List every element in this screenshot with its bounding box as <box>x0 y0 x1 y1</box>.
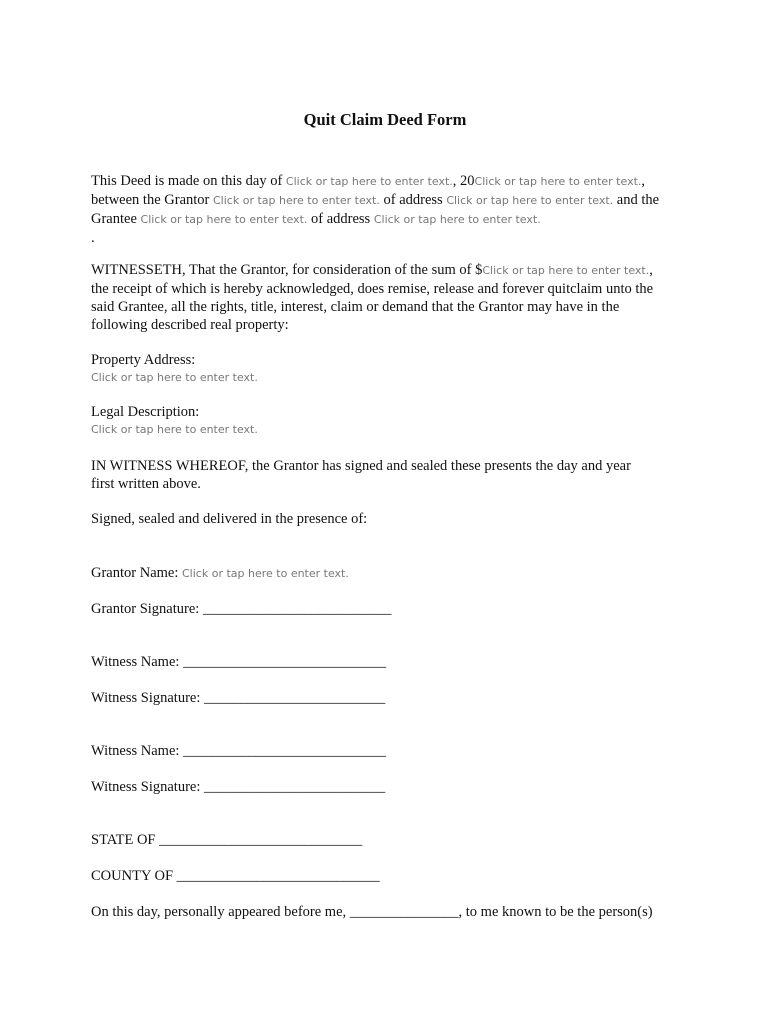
witnesseth-text: WITNESSETH, That the Grantor, for consideration of the sum of $ <box>91 262 483 278</box>
consideration-amount-field[interactable]: Click or tap here to enter text. <box>482 264 650 277</box>
grantor-signature-line: Grantor Signature: __________________________ <box>91 601 392 617</box>
in-witness-line-2: first written above. <box>91 476 201 492</box>
in-witness-line-1: IN WITNESS WHEREOF, the Grantor has signed and sealed these presents the day and year <box>91 458 631 474</box>
day-field[interactable]: Click or tap here to enter text. <box>285 175 453 188</box>
legal-description-section <box>91 403 691 439</box>
signed-sealed-text: Signed, sealed and delivered in the presence of: <box>91 511 368 527</box>
witnesseth-line-4: following described real property: <box>91 317 289 333</box>
intro-text: between the Grantor <box>91 192 213 208</box>
state-of-line: STATE OF ____________________________ <box>91 832 363 848</box>
in-witness-paragraph <box>91 457 691 493</box>
property-address-field[interactable]: Click or tap here to enter text. <box>91 371 258 384</box>
legal-description-label: Legal Description: <box>91 404 200 420</box>
intro-text: of address <box>379 192 447 208</box>
grantor-name-signature-field[interactable]: Click or tap here to enter text. <box>182 567 349 580</box>
grantor-name-label: Grantor Name: <box>91 565 182 581</box>
grantee-address-field[interactable]: Click or tap here to enter text. <box>373 213 541 226</box>
grantor-address-field[interactable]: Click or tap here to enter text. <box>446 194 614 207</box>
intro-text: , 20 <box>452 173 475 189</box>
witness-name-line-1: Witness Name: ____________________________ <box>91 654 387 670</box>
intro-line-1 <box>91 172 691 191</box>
grantor-name-field[interactable]: Click or tap here to enter text. <box>213 194 380 207</box>
legal-description-field[interactable]: Click or tap here to enter text. <box>91 423 258 436</box>
on-this-day-line: On this day, personally appeared before me, _______________, to me known to be the person(s) <box>91 904 653 920</box>
witness-name-line-2: Witness Name: ____________________________ <box>91 743 387 759</box>
intro-text: of address <box>307 211 374 227</box>
witnesseth-line-3: said Grantee, all the rights, title, interest, claim or demand that the Grantor may have in the <box>91 299 620 315</box>
property-address-section <box>91 351 691 387</box>
witness-signature-line-2: Witness Signature: _________________________ <box>91 779 386 795</box>
witnesseth-line-1 <box>91 261 691 280</box>
document-title: Quit Claim Deed Form <box>303 110 467 129</box>
intro-text: Grantee <box>91 211 141 227</box>
intro-text: , <box>641 173 646 189</box>
intro-line-3 <box>91 210 691 229</box>
intro-dot: . <box>91 230 95 246</box>
county-of-line: COUNTY OF ____________________________ <box>91 868 380 884</box>
witnesseth-paragraph <box>91 261 691 334</box>
witnesseth-text: , <box>649 262 653 278</box>
intro-text: This Deed is made on this day of <box>91 173 286 189</box>
grantor-name-line <box>91 564 691 583</box>
intro-line-2 <box>91 191 691 210</box>
witnesseth-line-2: the receipt of which is hereby acknowledged, does remise, release and forever quitclaim unto the <box>91 281 654 297</box>
intro-text: and the <box>613 192 660 208</box>
grantee-name-field[interactable]: Click or tap here to enter text. <box>140 213 308 226</box>
year-field[interactable]: Click or tap here to enter text. <box>474 175 642 188</box>
intro-paragraph <box>91 172 691 247</box>
witness-signature-line-1: Witness Signature: _________________________ <box>91 690 386 706</box>
property-address-label: Property Address: <box>91 352 196 368</box>
